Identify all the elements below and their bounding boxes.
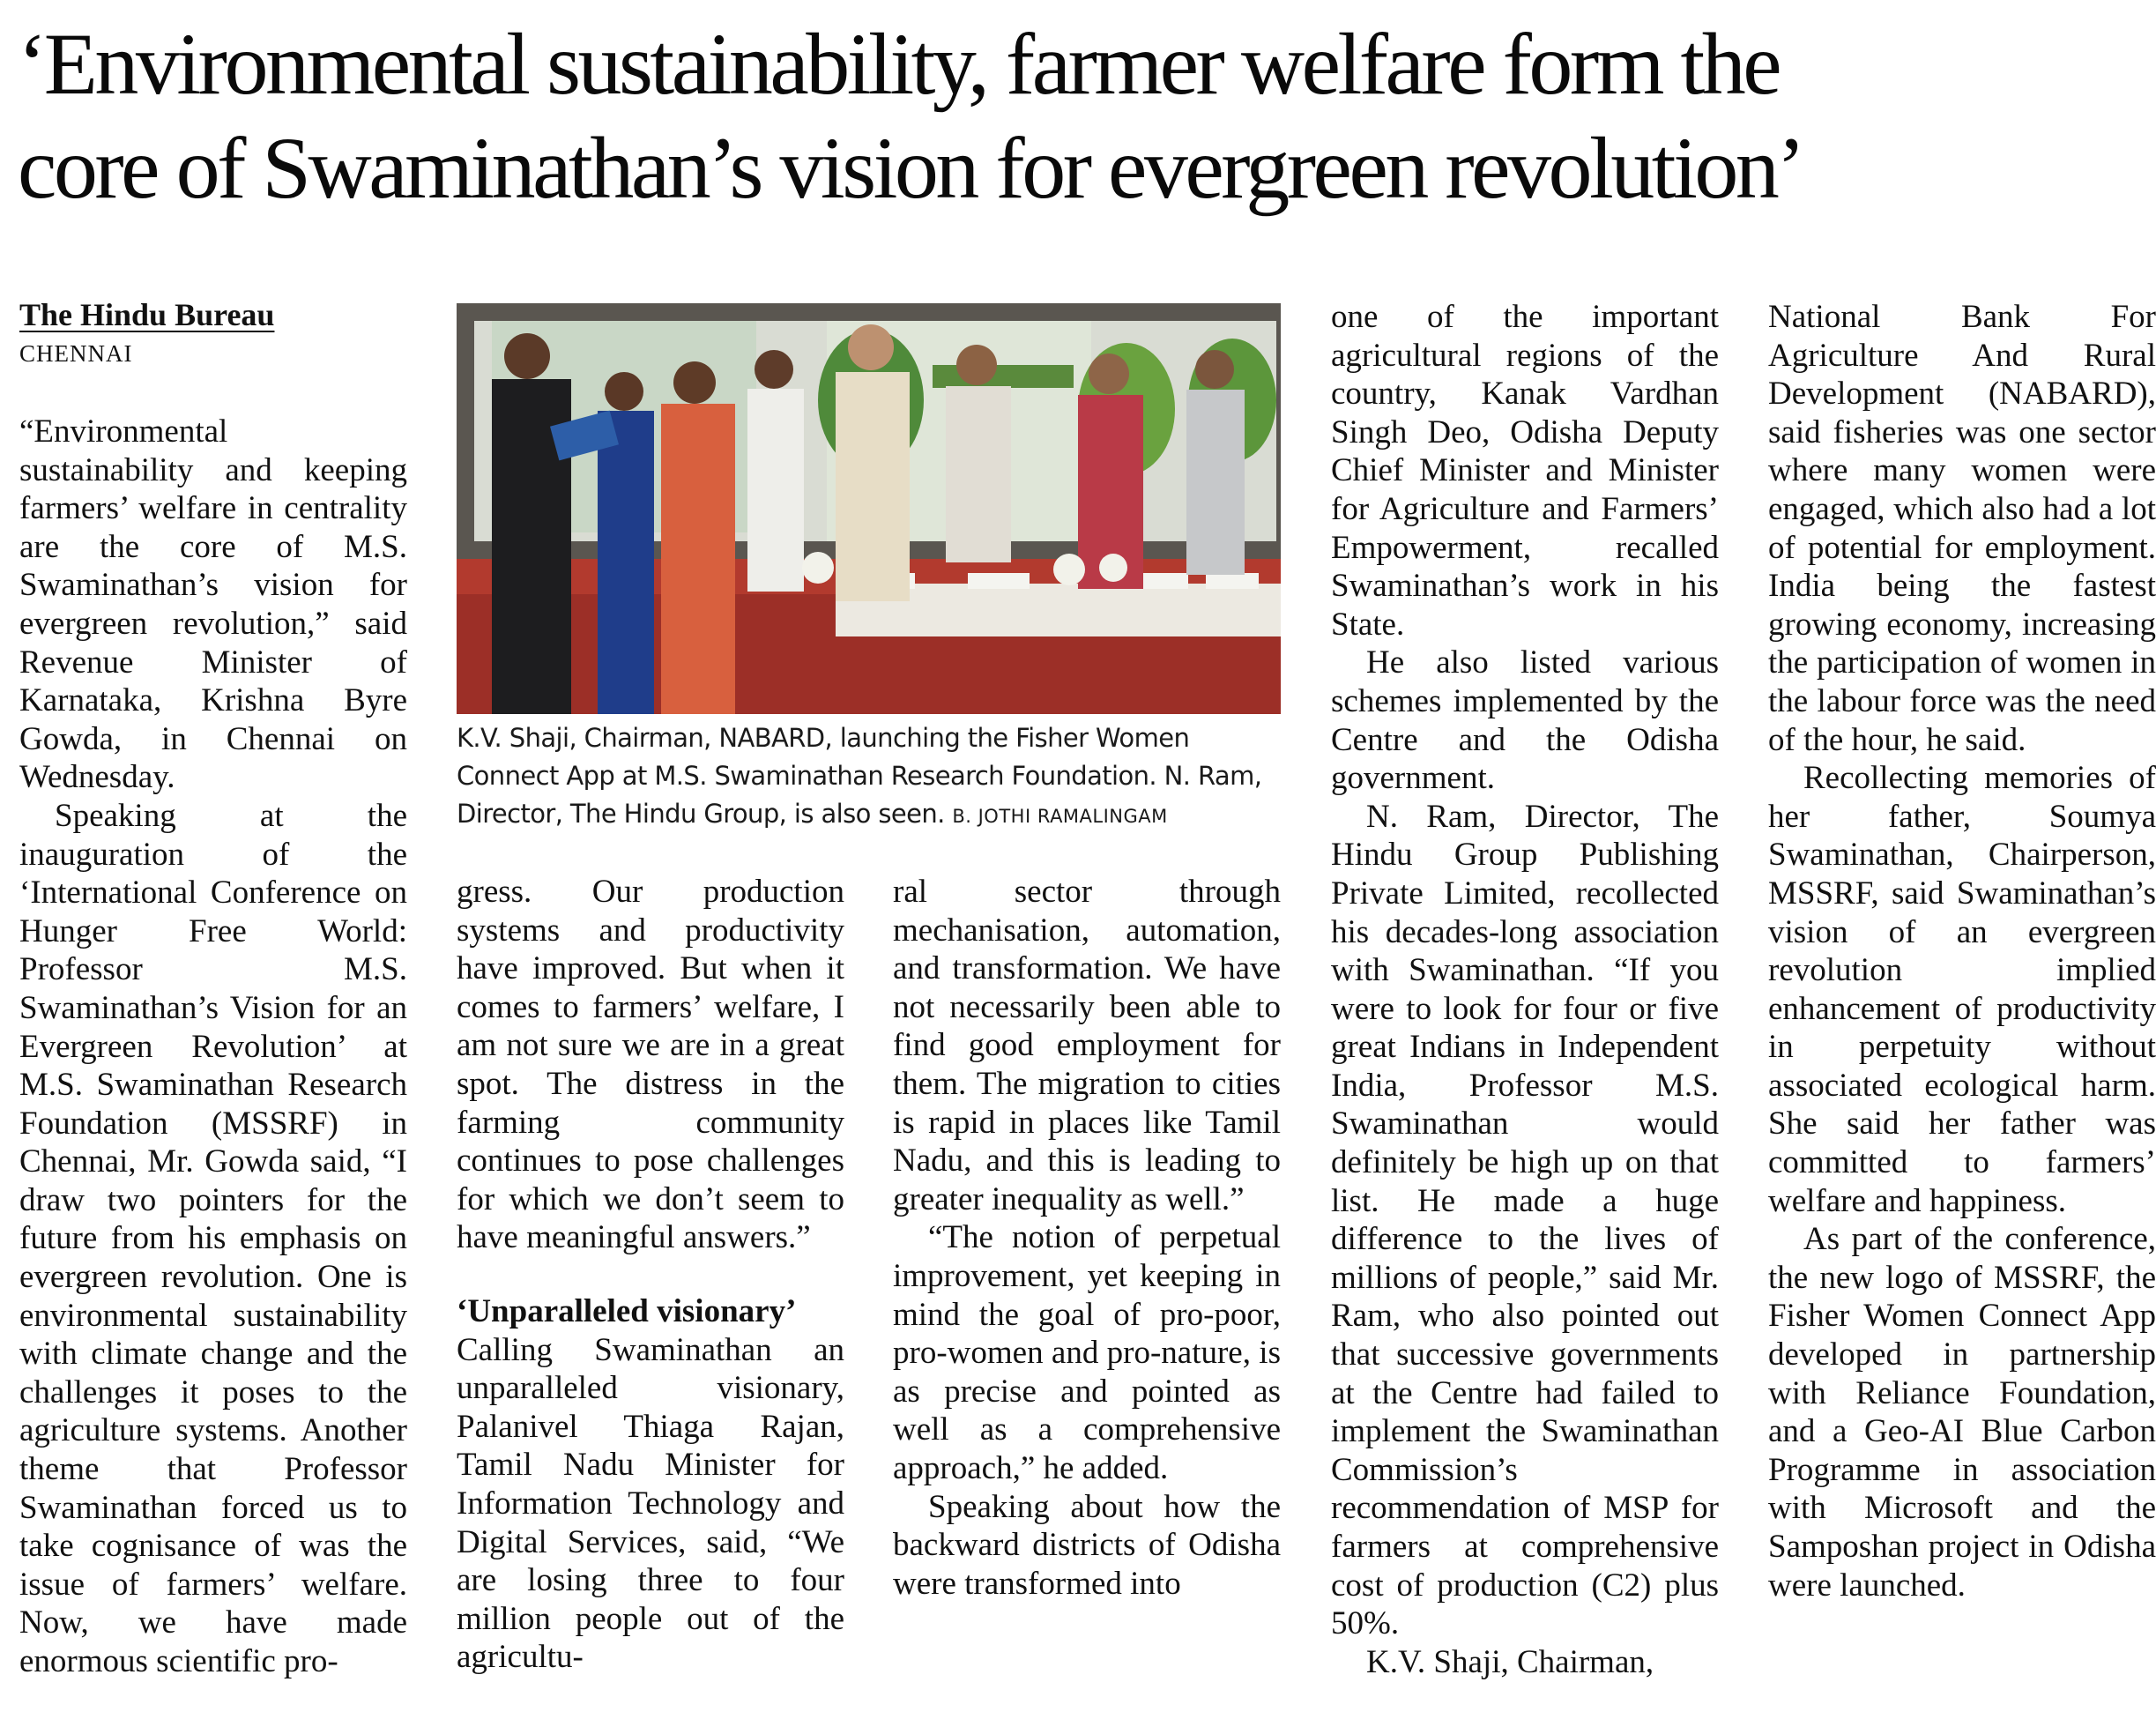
- paragraph: “The notion of perpetual improvement, yet keeping in mind the goal of pro-poor, pro-women and pro-nature, is as precise and pointed as well as a comprehensive approach,” he added.: [893, 1219, 1281, 1486]
- paragraph: ral sector through mechanisation, automation, and transformation. We have not necessarily been able to find good employment for them. The migration to cities is rapid in places like Tamil Nadu, and this is leading to greater inequality as well.”: [893, 874, 1281, 1217]
- subhead: ‘Unparalleled visionary’: [457, 1292, 797, 1329]
- article-column-3: [893, 873, 1281, 1603]
- article-column-2: [457, 873, 844, 1677]
- photo-caption: [457, 719, 1285, 836]
- dateline: CHENNAI: [19, 340, 133, 367]
- paragraph: As part of the conference, the new logo of MSSRF, the Fisher Women Connect App developed in partnership with Reliance Foundation, and a Geo-AI Blue Carbon Programme in association with Microsoft and the Samposhan project in Odisha were launched.: [1768, 1221, 2156, 1604]
- paragraph: N. Ram, Director, The Hindu Group Publishing Private Limited, recollected his decades-long association with Swaminathan. “If you were to look for four or five great Indians in Independent India, Professor M.S. Swaminathan would definitely be high up on that list. He made a huge difference to the lives of millions of people,” said Mr. Ram, who also pointed out that successive governments at the Centre had failed to implement the Swaminathan Commission’s recommendation of MSP for farmers at comprehensive cost of production (C2) plus 50%.: [1331, 798, 1719, 1642]
- paragraph: “Environmental sustainability and keeping farmers’ welfare in centrality are the core of M.S. Swaminathan’s vision for evergreen revolution,” said Revenue Minister of Karnataka, Krishna Byre Gowda, in Chennai on Wednesday.: [19, 413, 407, 796]
- article-column-1: [19, 413, 407, 1681]
- headline-line-1: ‘Environmental sustainability, farmer welfare form the: [18, 15, 1780, 113]
- paragraph: Speaking about how the backward districts of Odisha were transformed into: [893, 1488, 1281, 1602]
- paragraph: K.V. Shaji, Chairman,: [1366, 1643, 1654, 1680]
- article-column-4: [1331, 298, 1719, 1681]
- paragraph: Speaking at the inauguration of the ‘International Conference on Hunger Free World: Professor M.S. Swaminathan’s Vision for an Evergreen Revolution’ at M.S. Swaminathan Research Foundation (MSSRF) in Chennai, Mr. Gowda said, “I draw two pointers for the future from his emphasis on evergreen revolution. One is environmental sustainability with climate change and the challenges it poses to the agriculture systems. Another theme that Professor Swaminathan forced us to take cognisance of was the issue of farmers’ welfare. Now, we have made enormous scientific pro-: [19, 797, 407, 1679]
- paragraph: Calling Swaminathan an unparalleled visionary, Palanivel Thiaga Rajan, Tamil Nadu Minister for Information Technology and Digital Services, said, “We are losing three to four million people out of the agricultu-: [457, 1331, 844, 1676]
- photo-credit: B. JOTHI RAMALINGAM: [952, 806, 1168, 827]
- paragraph: National Bank For Agriculture And Rural Development (NABARD), said fisheries was one sector where many women were engaged, which also had a lot of potential for employment. India being the fastest growing economy, increasing the participation of women in the labour force was the need of the hour, he said.: [1768, 299, 2156, 758]
- news-photo: [457, 303, 1281, 714]
- paragraph: gress. Our production systems and productivity have improved. But when it comes to farmers’ welfare, I am not sure we are in a great spot. The distress in the farming community continues to pose challenges for which we don’t seem to have meaningful answers.”: [457, 874, 844, 1256]
- byline: The Hindu Bureau: [19, 297, 275, 332]
- paragraph: Recollecting memories of her father, Soumya Swaminathan, Chairperson, MSSRF, said Swaminathan’s vision of an evergreen revolution implied enhancement of productivity in perpetuity without associated ecological harm. She said her father was committed to farmers’ welfare and happiness.: [1768, 760, 2156, 1219]
- headline-line-2: core of Swaminathan’s vision for evergreen revolution’: [18, 119, 1803, 217]
- headline: [18, 12, 2142, 220]
- paragraph: He also listed various schemes implemented by the Centre and the Odisha government.: [1331, 644, 1719, 797]
- paragraph: one of the important agricultural regions of the country, Kanak Vardhan Singh Deo, Odisha Deputy Chief Minister and Minister for Agriculture and Farmers’ Empowerment, recalled Swaminathan’s work in his State.: [1331, 299, 1719, 643]
- article-column-5: [1768, 298, 2156, 1604]
- caption-text: K.V. Shaji, Chairman, NABARD, launching the Fisher Women Connect App at M.S. Swaminathan Research Foundation. N. Ram, Director, The Hindu Group, is also seen.: [457, 723, 1262, 829]
